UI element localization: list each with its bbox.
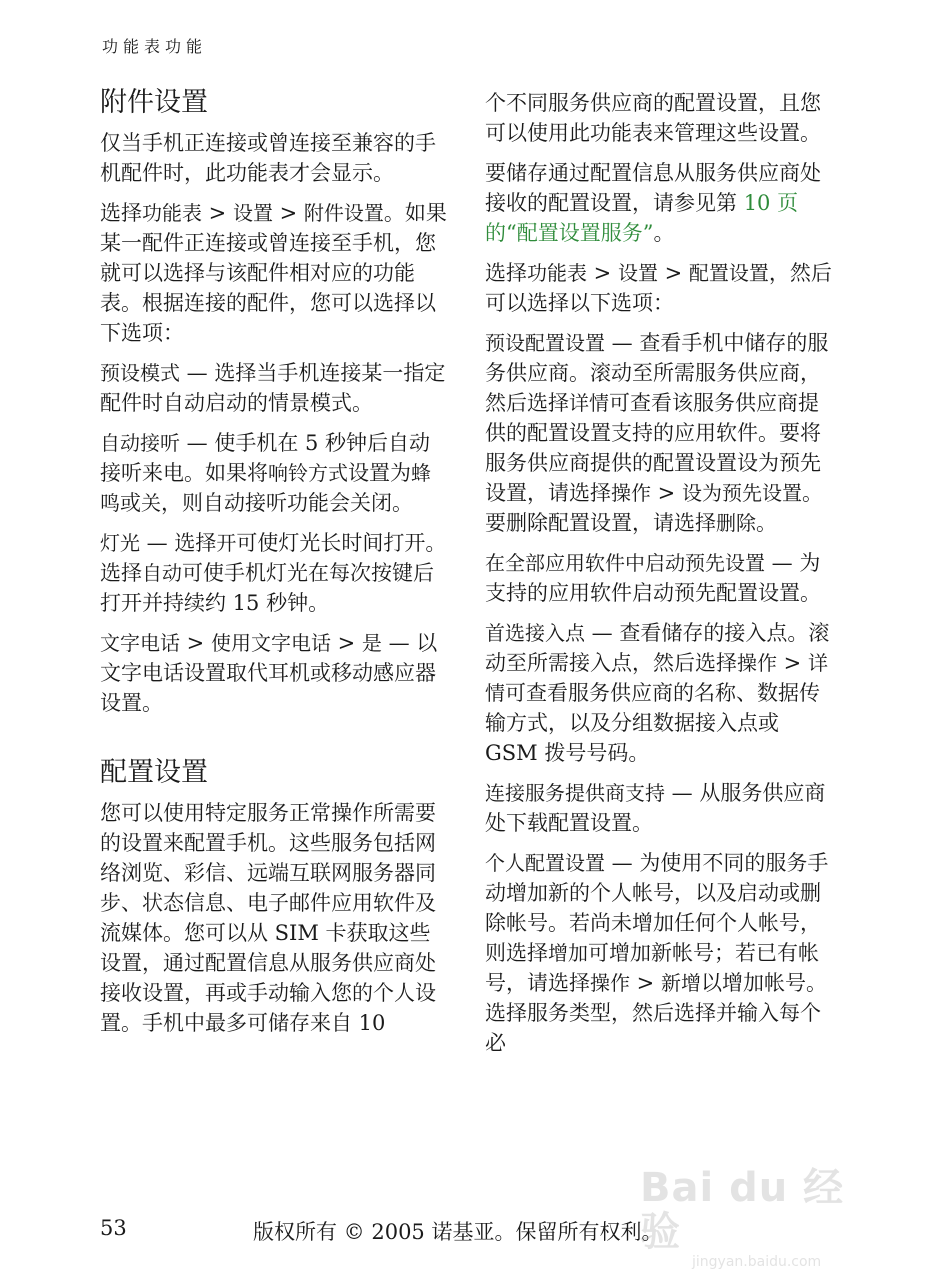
option-text-phone: 文字电话 > 使用文字电话 > 是 — 以文字电话设置取代耳机或移动感应器设置。: [100, 631, 438, 715]
option-automatic-answer: 自动接听 — 使手机在 5 秒钟后自动接听来电。如果将响铃方式设置为蜂鸣或关，则自动接听功能会关闭。: [100, 431, 431, 515]
section-title-accessory-settings: 附件设置: [100, 87, 208, 118]
paragraph-see-page: 要储存通过配置信息从服务供应商处接收的配置设置，请参见第 10 页的“配置设置服务”。: [485, 161, 821, 245]
paragraph-continued: 个不同服务供应商的配置设置，且您可以使用此功能表来管理这些设置。: [485, 91, 821, 145]
option-lights: 灯光 — 选择开可使灯光长时间打开。选择自动可使手机灯光在每次按键后打开并持续约 15 秒钟。: [100, 531, 447, 615]
paragraph-intro: 仅当手机正连接或曾连接至兼容的手机配件时，此功能表才会显示。: [100, 131, 436, 185]
page-number: 53: [100, 1216, 127, 1240]
paragraph-config-menu-path: 选择功能表 > 设置 > 配置设置，然后可以选择以下选项：: [485, 261, 832, 315]
paragraph-menu-path: 选择功能表 > 设置 > 附件设置。如果某一配件正连接或曾连接至手机，您就可以选择与该配件相对应的功能表。根据连接的配件，您可以选择以下选项：: [100, 201, 447, 345]
option-default-profile: 预设模式 — 选择当手机连接某一指定配件时自动启动的情景模式。: [100, 361, 446, 415]
cross-reference-link[interactable]: 10 页的“配置设置服务”: [485, 191, 799, 245]
left-column: [100, 86, 450, 1048]
section-title-configuration: 配置设置: [100, 757, 208, 788]
option-default-config: 预设配置设置 — 查看手机中储存的服务供应商。滚动至所需服务供应商，然后选择详情可查看该服务供应商提供的配置设置支持的应用软件。要将服务供应商提供的配置设置设为预先设置，请选择操作 > 设为预先设置。要删除配置设置，请选择删除。: [485, 331, 829, 535]
option-provider-support: 连接服务提供商支持 — 从服务供应商处下载配置设置。: [485, 781, 826, 835]
running-header: 功能表功能: [102, 37, 208, 56]
option-personal-config: 个人配置设置 — 为使用不同的服务手动增加新的个人帐号，以及启动或删除帐号。若尚未增加任何个人帐号，则选择增加可增加新帐号；若已有帐号，请选择操作 > 新增以增加帐号。选择服务类型，然后选择并输入每个必: [485, 851, 829, 1055]
option-activate-default: 在全部应用软件中启动预先设置 — 为支持的应用软件启动预先配置设置。: [485, 551, 821, 605]
paragraph-configuration-intro: 您可以使用特定服务正常操作所需要的设置来配置手机。这些服务包括网络浏览、彩信、远端互联网服务器同步、状态信息、电子邮件应用软件及流媒体。您可以从 SIM 卡获取这些设置，通过配置信息从服务供应商处接收设置，再或手动输入您的个人设置。手机中最多可储存来自 10: [100, 801, 436, 1035]
watermark-url: jingyan.baidu.com: [692, 1254, 822, 1270]
watermark-logo: Bai du 经验: [640, 1165, 845, 1255]
copyright-notice: 版权所有 © 2005 诺基亚。保留所有权利。: [253, 1220, 663, 1244]
baidu-watermark: [640, 1165, 870, 1270]
option-preferred-access-point: 首选接入点 — 查看储存的接入点。滚动至所需接入点，然后选择操作 > 详情可查看服务供应商的名称、数据传输方式，以及分组数据接入点或 GSM 拨号号码。: [485, 621, 830, 765]
right-column: [485, 88, 835, 1068]
